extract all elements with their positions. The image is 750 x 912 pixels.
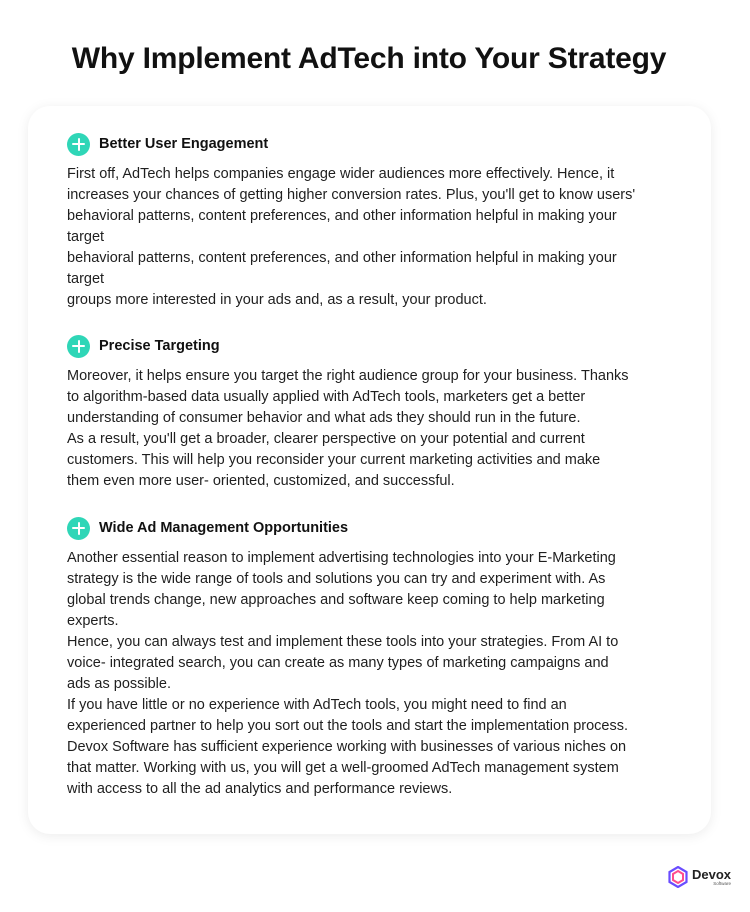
- section-header: [67, 334, 697, 358]
- body-line: customers. This will help you reconsider your current marketing activities and make: [67, 452, 601, 468]
- body-line: that matter. Working with us, you will get a well-groomed AdTech management system: [67, 760, 619, 776]
- page-title: Why Implement AdTech into Your Strategy: [71, 42, 667, 75]
- body-line: groups more interested in your ads and, as a result, your product.: [67, 292, 487, 308]
- content-card: [28, 106, 711, 834]
- body-line: with access to all the ad analytics and performance reviews.: [67, 781, 453, 797]
- section-header: [67, 132, 697, 156]
- body-line: target: [67, 229, 105, 245]
- body-line: As a result, you'll get a broader, clearer perspective on your potential and current: [67, 431, 585, 447]
- body-line: First off, AdTech helps companies engage wider audiences more effectively. Hence, it: [67, 166, 615, 182]
- plus-circle-icon: [67, 335, 90, 358]
- body-line: behavioral patterns, content preferences, and other information helpful in making your: [67, 250, 617, 266]
- section-header: [67, 516, 697, 540]
- body-line: Devox Software has sufficient experience working with businesses of various niches on: [67, 739, 627, 755]
- section-wide-ad-management: [67, 516, 697, 800]
- body-line: voice- integrated search, you can create as many types of marketing campaigns and: [67, 655, 609, 671]
- section-title: Precise Targeting: [99, 338, 220, 354]
- section-body: [67, 548, 697, 800]
- body-line: global trends change, new approaches and software keep coming to help marketing: [67, 592, 605, 608]
- body-line: increases your chances of getting higher conversion rates. Plus, you'll get to know users': [67, 187, 636, 203]
- section-title: Wide Ad Management Opportunities: [99, 520, 349, 536]
- section-better-user-engagement: [67, 132, 697, 311]
- devox-logo-icon: [668, 866, 688, 888]
- brand-text: [692, 868, 731, 887]
- body-line: Moreover, it helps ensure you target the right audience group for your business. Thanks: [67, 368, 629, 384]
- body-line: understanding of consumer behavior and what ads they should run in the future.: [67, 410, 581, 426]
- brand-name: Devox: [691, 866, 731, 882]
- body-line: If you have little or no experience with AdTech tools, you might need to find an: [67, 697, 567, 713]
- brand-logo: [668, 866, 731, 888]
- body-line: experts.: [67, 613, 119, 629]
- section-body: [67, 366, 697, 492]
- section-title: Better User Engagement: [99, 136, 269, 152]
- brand-sub: Software: [713, 880, 731, 886]
- body-line: experienced partner to help you sort out the tools and start the implementation process.: [67, 718, 628, 734]
- body-line: to algorithm-based data usually applied with AdTech tools, marketers get a better: [67, 389, 586, 405]
- body-line: target: [67, 271, 105, 287]
- body-line: ads as possible.: [67, 676, 171, 692]
- plus-circle-icon: [67, 517, 90, 540]
- plus-circle-icon: [67, 133, 90, 156]
- body-line: them even more user- oriented, customized, and successful.: [67, 473, 455, 489]
- body-line: Hence, you can always test and implement these tools into your strategies. From AI to: [67, 634, 619, 650]
- section-body: [67, 164, 697, 311]
- body-line: Another essential reason to implement advertising technologies into your E-Marketing: [67, 550, 616, 566]
- body-line: behavioral patterns, content preferences, and other information helpful in making your: [67, 208, 617, 224]
- section-precise-targeting: [67, 334, 697, 492]
- body-line: strategy is the wide range of tools and solutions you can try and experiment with. As: [67, 571, 606, 587]
